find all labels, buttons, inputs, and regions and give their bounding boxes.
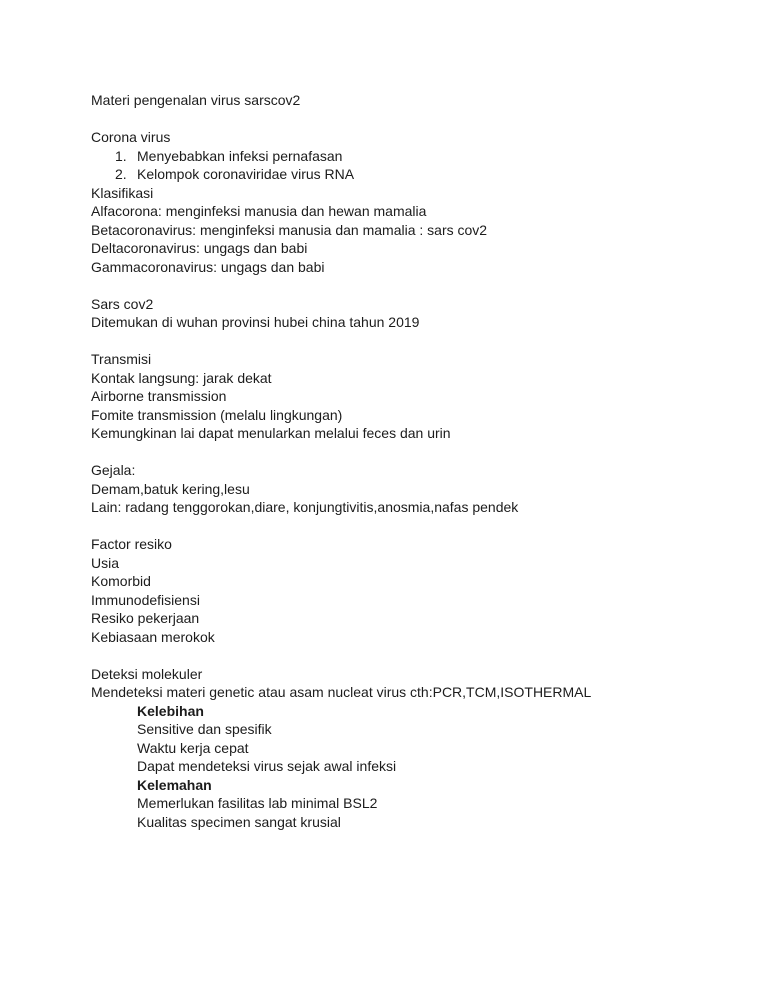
list-item-text: Kelompok coronaviridae virus RNA xyxy=(137,166,355,182)
doc-line: Airborne transmission xyxy=(91,388,227,404)
doc-line: Kemungkinan lai dapat menularkan melalui feces dan urin xyxy=(91,425,451,441)
doc-line: Mendeteksi materi genetic atau asam nucleat virus cth:PCR,TCM,ISOTHERMAL xyxy=(91,684,592,700)
doc-line: Alfacorona: menginfeksi manusia dan hewan mamalia xyxy=(91,203,427,219)
list-number: 2. xyxy=(115,166,127,182)
numbered-list-item xyxy=(91,165,712,184)
blank-line xyxy=(91,646,712,665)
doc-line: Kontak langsung: jarak dekat xyxy=(91,369,272,386)
section-heading: Corona virus xyxy=(91,129,171,145)
doc-line: Sensitive dan spesifik xyxy=(137,721,272,737)
list-number: 1. xyxy=(115,147,127,164)
blank-line xyxy=(91,332,712,351)
doc-line: Immunodefisiensi xyxy=(91,591,200,608)
doc-line: Gammacoronavirus: ungags dan babi xyxy=(91,258,325,275)
blank-line xyxy=(91,276,712,295)
numbered-list-item xyxy=(91,147,712,166)
doc-line: Resiko pekerjaan xyxy=(91,610,200,626)
sub-heading: Kelemahan xyxy=(137,776,212,793)
doc-line: Kualitas specimen sangat krusial xyxy=(137,813,341,830)
doc-line: Waktu kerja cepat xyxy=(137,739,249,756)
section-heading: Deteksi molekuler xyxy=(91,665,203,682)
doc-line: Lain: radang tenggorokan,diare, konjungtivitis,anosmia,nafas pendek xyxy=(91,499,519,515)
blank-line xyxy=(91,517,712,536)
section-heading: Sars cov2 xyxy=(91,295,154,312)
blank-line xyxy=(91,443,712,462)
section-heading: Factor resiko xyxy=(91,536,172,552)
doc-line: Betacoronavirus: menginfeksi manusia dan mamalia : sars cov2 xyxy=(91,221,488,238)
doc-line: Kebiasaan merokok xyxy=(91,628,215,645)
doc-line: Fomite transmission (melalu lingkungan) xyxy=(91,406,343,423)
doc-line: Komorbid xyxy=(91,573,151,589)
sub-heading: Kelebihan xyxy=(137,702,204,719)
list-item-text: Menyebabkan infeksi pernafasan xyxy=(137,147,343,164)
doc-title: Materi pengenalan virus sarscov2 xyxy=(91,92,301,108)
section-heading: Gejala: xyxy=(91,462,136,478)
doc-line: Dapat mendeteksi virus sejak awal infeksi xyxy=(137,758,397,774)
doc-line: Memerlukan fasilitas lab minimal BSL2 xyxy=(137,795,378,811)
section-heading: Transmisi xyxy=(91,351,152,367)
blank-line xyxy=(91,110,712,129)
section-heading: Klasifikasi xyxy=(91,184,154,201)
doc-line: Usia xyxy=(91,554,120,571)
doc-line: Demam,batuk kering,lesu xyxy=(91,480,250,497)
doc-line: Ditemukan di wuhan provinsi hubei china tahun 2019 xyxy=(91,314,420,330)
doc-line: Deltacoronavirus: ungags dan babi xyxy=(91,240,308,256)
